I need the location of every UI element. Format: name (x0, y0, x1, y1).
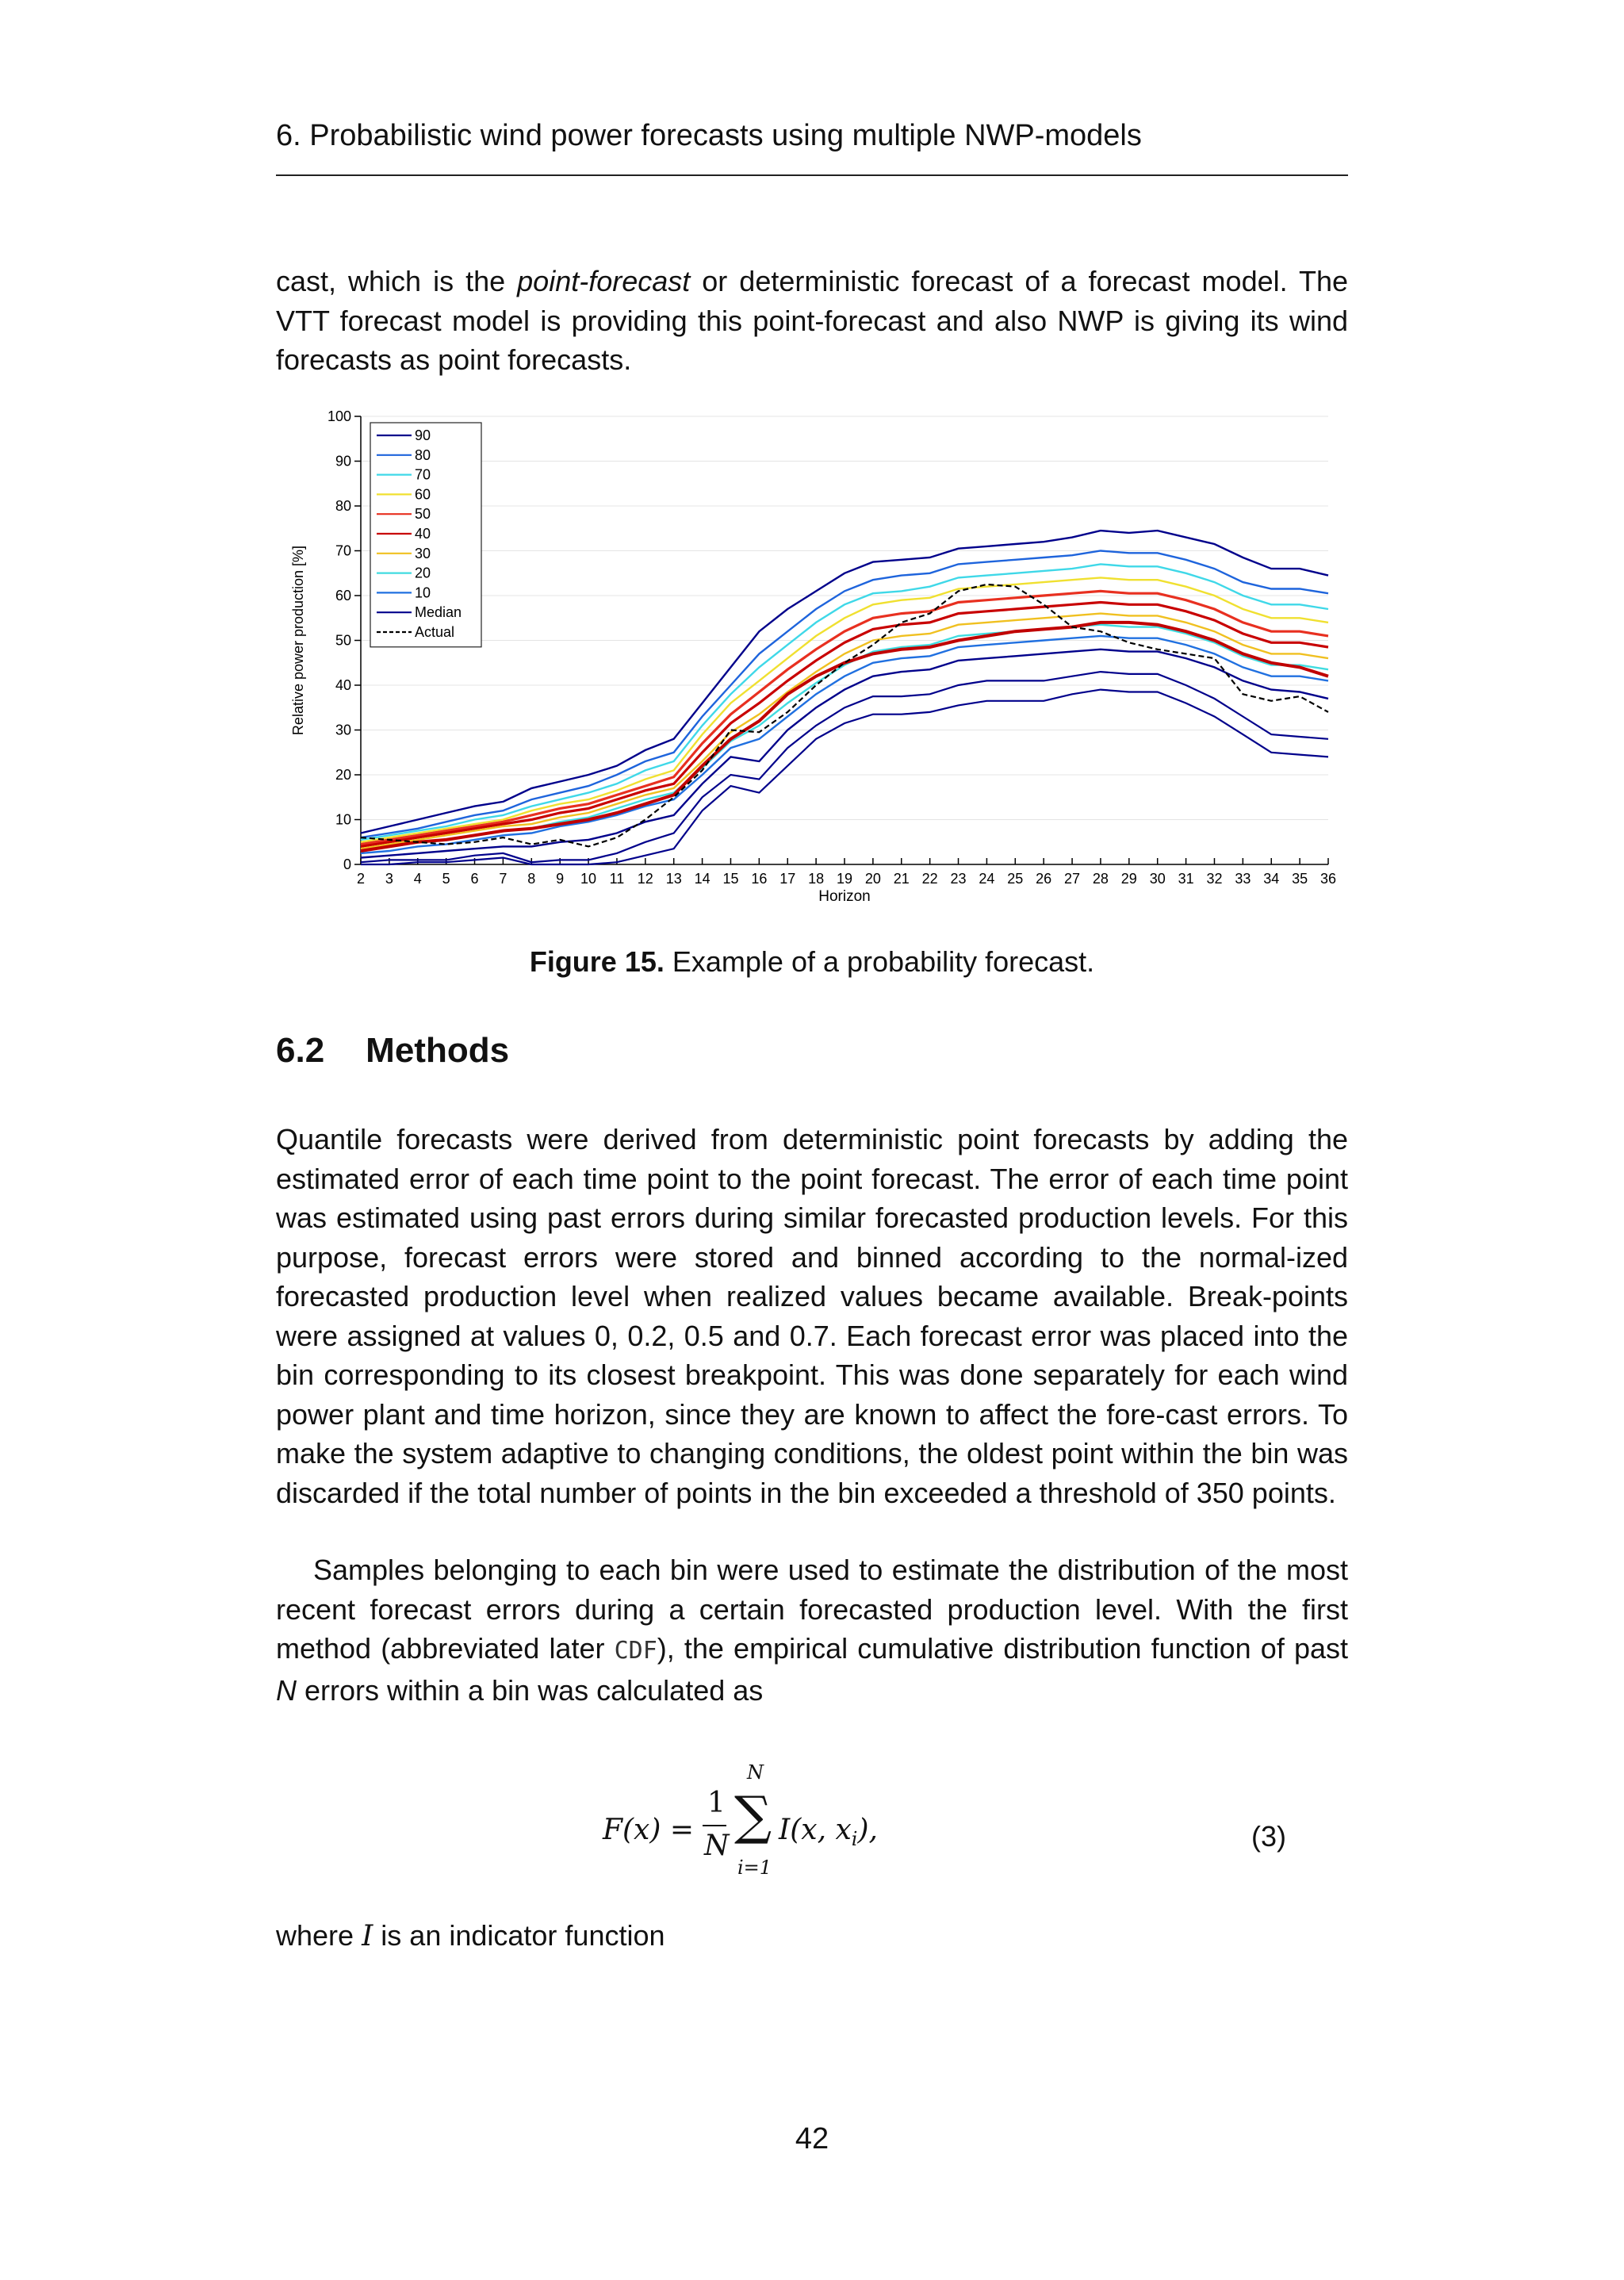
x-tick-label: 10 (580, 871, 597, 887)
legend-label-actual: Actual (415, 624, 455, 640)
where-text-a: where (276, 1919, 362, 1952)
legend-label-median: Median (415, 604, 462, 621)
figure-15 (285, 404, 1348, 916)
y-tick-label: 0 (343, 856, 351, 872)
header-rule (276, 174, 1348, 176)
legend-label-10: 10 (415, 584, 431, 601)
legend-label-80: 80 (415, 446, 431, 463)
x-tick-label: 12 (637, 871, 653, 887)
series-line-60 (361, 577, 1328, 841)
y-tick-label: 70 (335, 542, 351, 559)
x-tick-label: 6 (470, 871, 479, 887)
eq-body-text: I(x, x (779, 1814, 852, 1846)
x-tick-label: 15 (722, 871, 739, 887)
x-tick-label: 3 (385, 871, 393, 887)
eq-frac-bar (703, 1825, 726, 1826)
eq-body-sub: i (851, 1828, 858, 1851)
x-tick-label: 8 (527, 871, 536, 887)
x-tick-label: 20 (864, 871, 881, 887)
y-tick-label: 20 (335, 767, 351, 783)
x-tick-label: 24 (979, 871, 995, 887)
x-tick-label: 32 (1206, 871, 1223, 887)
x-tick-label: 26 (1036, 871, 1052, 887)
series-line-50 (361, 591, 1328, 844)
y-tick-label: 80 (335, 498, 351, 514)
where-symbol: I (362, 1920, 373, 1952)
where-text-b: is an indicator function (373, 1919, 665, 1952)
y-tick-label: 90 (335, 453, 351, 469)
x-tick-label: 7 (499, 871, 508, 887)
y-tick-label: 100 (327, 408, 351, 424)
eq-lhs: F(x) = (603, 1814, 694, 1846)
x-tick-label: 21 (893, 871, 910, 887)
x-tick-label: 36 (1320, 871, 1337, 887)
x-tick-label: 18 (808, 871, 825, 887)
series-line-20 (361, 625, 1328, 851)
x-tick-label: 25 (1007, 871, 1024, 887)
running-head: 6. Probabilistic wind power forecasts using multiple NWP-models (276, 119, 1142, 152)
y-tick-label: 30 (335, 722, 351, 738)
p2-text-b: ), the empirical cumulative distribution function of past (657, 1632, 1348, 1665)
legend-label-40: 40 (415, 526, 431, 542)
intro-paragraph (276, 262, 1348, 380)
intro-emphasis: point-forecast (517, 265, 691, 297)
y-tick-label: 10 (335, 811, 351, 828)
x-tick-label: 4 (413, 871, 422, 887)
eq-sum-top: N (747, 1761, 764, 1784)
p2-symbol-n: N (276, 1673, 297, 1707)
series-line-lower-outer (361, 672, 1328, 862)
x-tick-label: 5 (442, 871, 450, 887)
legend-label-30: 30 (415, 545, 431, 561)
x-tick-label: 34 (1263, 871, 1280, 887)
section-heading (276, 1031, 509, 1071)
y-tick-label: 40 (335, 677, 351, 693)
x-tick-label: 30 (1149, 871, 1166, 887)
legend-label-50: 50 (415, 506, 431, 523)
page-number: 42 (795, 2122, 829, 2155)
legend-label-90: 90 (415, 427, 431, 443)
intro-text-b: or deterministic forecast of a forecast model. The VTT forecast model is providing this point-forecast and also NWP is giving its wind forecasts as point forecasts. (276, 265, 1348, 376)
section-title: Methods (366, 1031, 510, 1070)
series-line-actual (361, 584, 1328, 847)
eq-sum-bottom: i=1 (737, 1857, 772, 1879)
figure-caption (0, 945, 1624, 979)
y-tick-label: 60 (335, 588, 351, 604)
p2-text-a: Samples belonging to each bin were used to estimate the distribution of the most recent forecast errors during a certain forecasted production level. With the first method (abbreviated later (276, 1554, 1348, 1665)
eq-frac-num: 1 (707, 1787, 726, 1819)
eq-body (779, 1814, 878, 1850)
caption-text: Example of a probability forecast. (664, 945, 1095, 978)
x-tick-label: 28 (1092, 871, 1109, 887)
series-line-lower-bound (361, 690, 1328, 864)
x-tick-label: 23 (950, 871, 967, 887)
y-axis-label: Relative power production [%] (290, 545, 306, 736)
equation-3 (603, 1761, 904, 1891)
legend-label-60: 60 (415, 486, 431, 503)
x-tick-label: 29 (1120, 871, 1137, 887)
intro-text-a: cast, which is the (276, 265, 518, 297)
x-tick-label: 33 (1235, 871, 1251, 887)
eq-frac-den: N (704, 1830, 730, 1862)
p2-text-c: errors within a bin was calculated as (297, 1673, 764, 1707)
legend-label-70: 70 (415, 466, 431, 483)
cdf-code: CDF (614, 1637, 657, 1665)
x-tick-label: 16 (751, 871, 768, 887)
x-tick-label: 13 (665, 871, 682, 887)
legend-label-20: 20 (415, 565, 431, 581)
eq-body-end: ), (857, 1814, 878, 1846)
y-tick-label: 50 (335, 632, 351, 649)
methods-paragraph-1: Quantile forecasts were derived from deterministic point forecasts by adding the estimated error of each time point to the point forecast. The error of each time point was estimated using past errors during similar forecasted production levels. For this purpose, forecast errors were stored and binned according to the normal-ized forecasted production level when realized values became available. Break-points were assigned at values 0, 0.2, 0.5 and 0.7. Each forecast error was placed into the bin corresponding to its closest breakpoint. This was done separately for each wind power plant and time horizon, since they are known to affect the fore-cast errors. To make the system adaptive to changing conditions, the oldest point within the bin was discarded if the total number of points in the bin exceeded a threshold of 350 points. (276, 1123, 1348, 1509)
methods-paragraph-2 (276, 1550, 1348, 1710)
x-tick-label: 22 (921, 871, 938, 887)
equation-number: (3) (1251, 1820, 1286, 1853)
series-line-80 (361, 551, 1328, 838)
x-tick-label: 2 (356, 871, 366, 887)
x-tick-label: 9 (556, 871, 565, 887)
where-line (276, 1919, 665, 1952)
x-tick-label: 35 (1292, 871, 1308, 887)
probability-forecast-chart (285, 404, 1348, 912)
x-tick-label: 27 (1064, 871, 1081, 887)
x-tick-label: 17 (779, 871, 796, 887)
x-tick-label: 31 (1178, 871, 1194, 887)
caption-label: Figure 15. (529, 945, 665, 978)
x-tick-label: 11 (609, 871, 625, 887)
x-axis-label: Horizon (818, 888, 871, 905)
series-line-90 (361, 531, 1328, 833)
section-number: 6.2 (276, 1031, 325, 1070)
x-tick-label: 14 (694, 871, 710, 887)
eq-sum-symbol: ∑ (734, 1785, 772, 1846)
x-tick-label: 19 (836, 871, 853, 887)
